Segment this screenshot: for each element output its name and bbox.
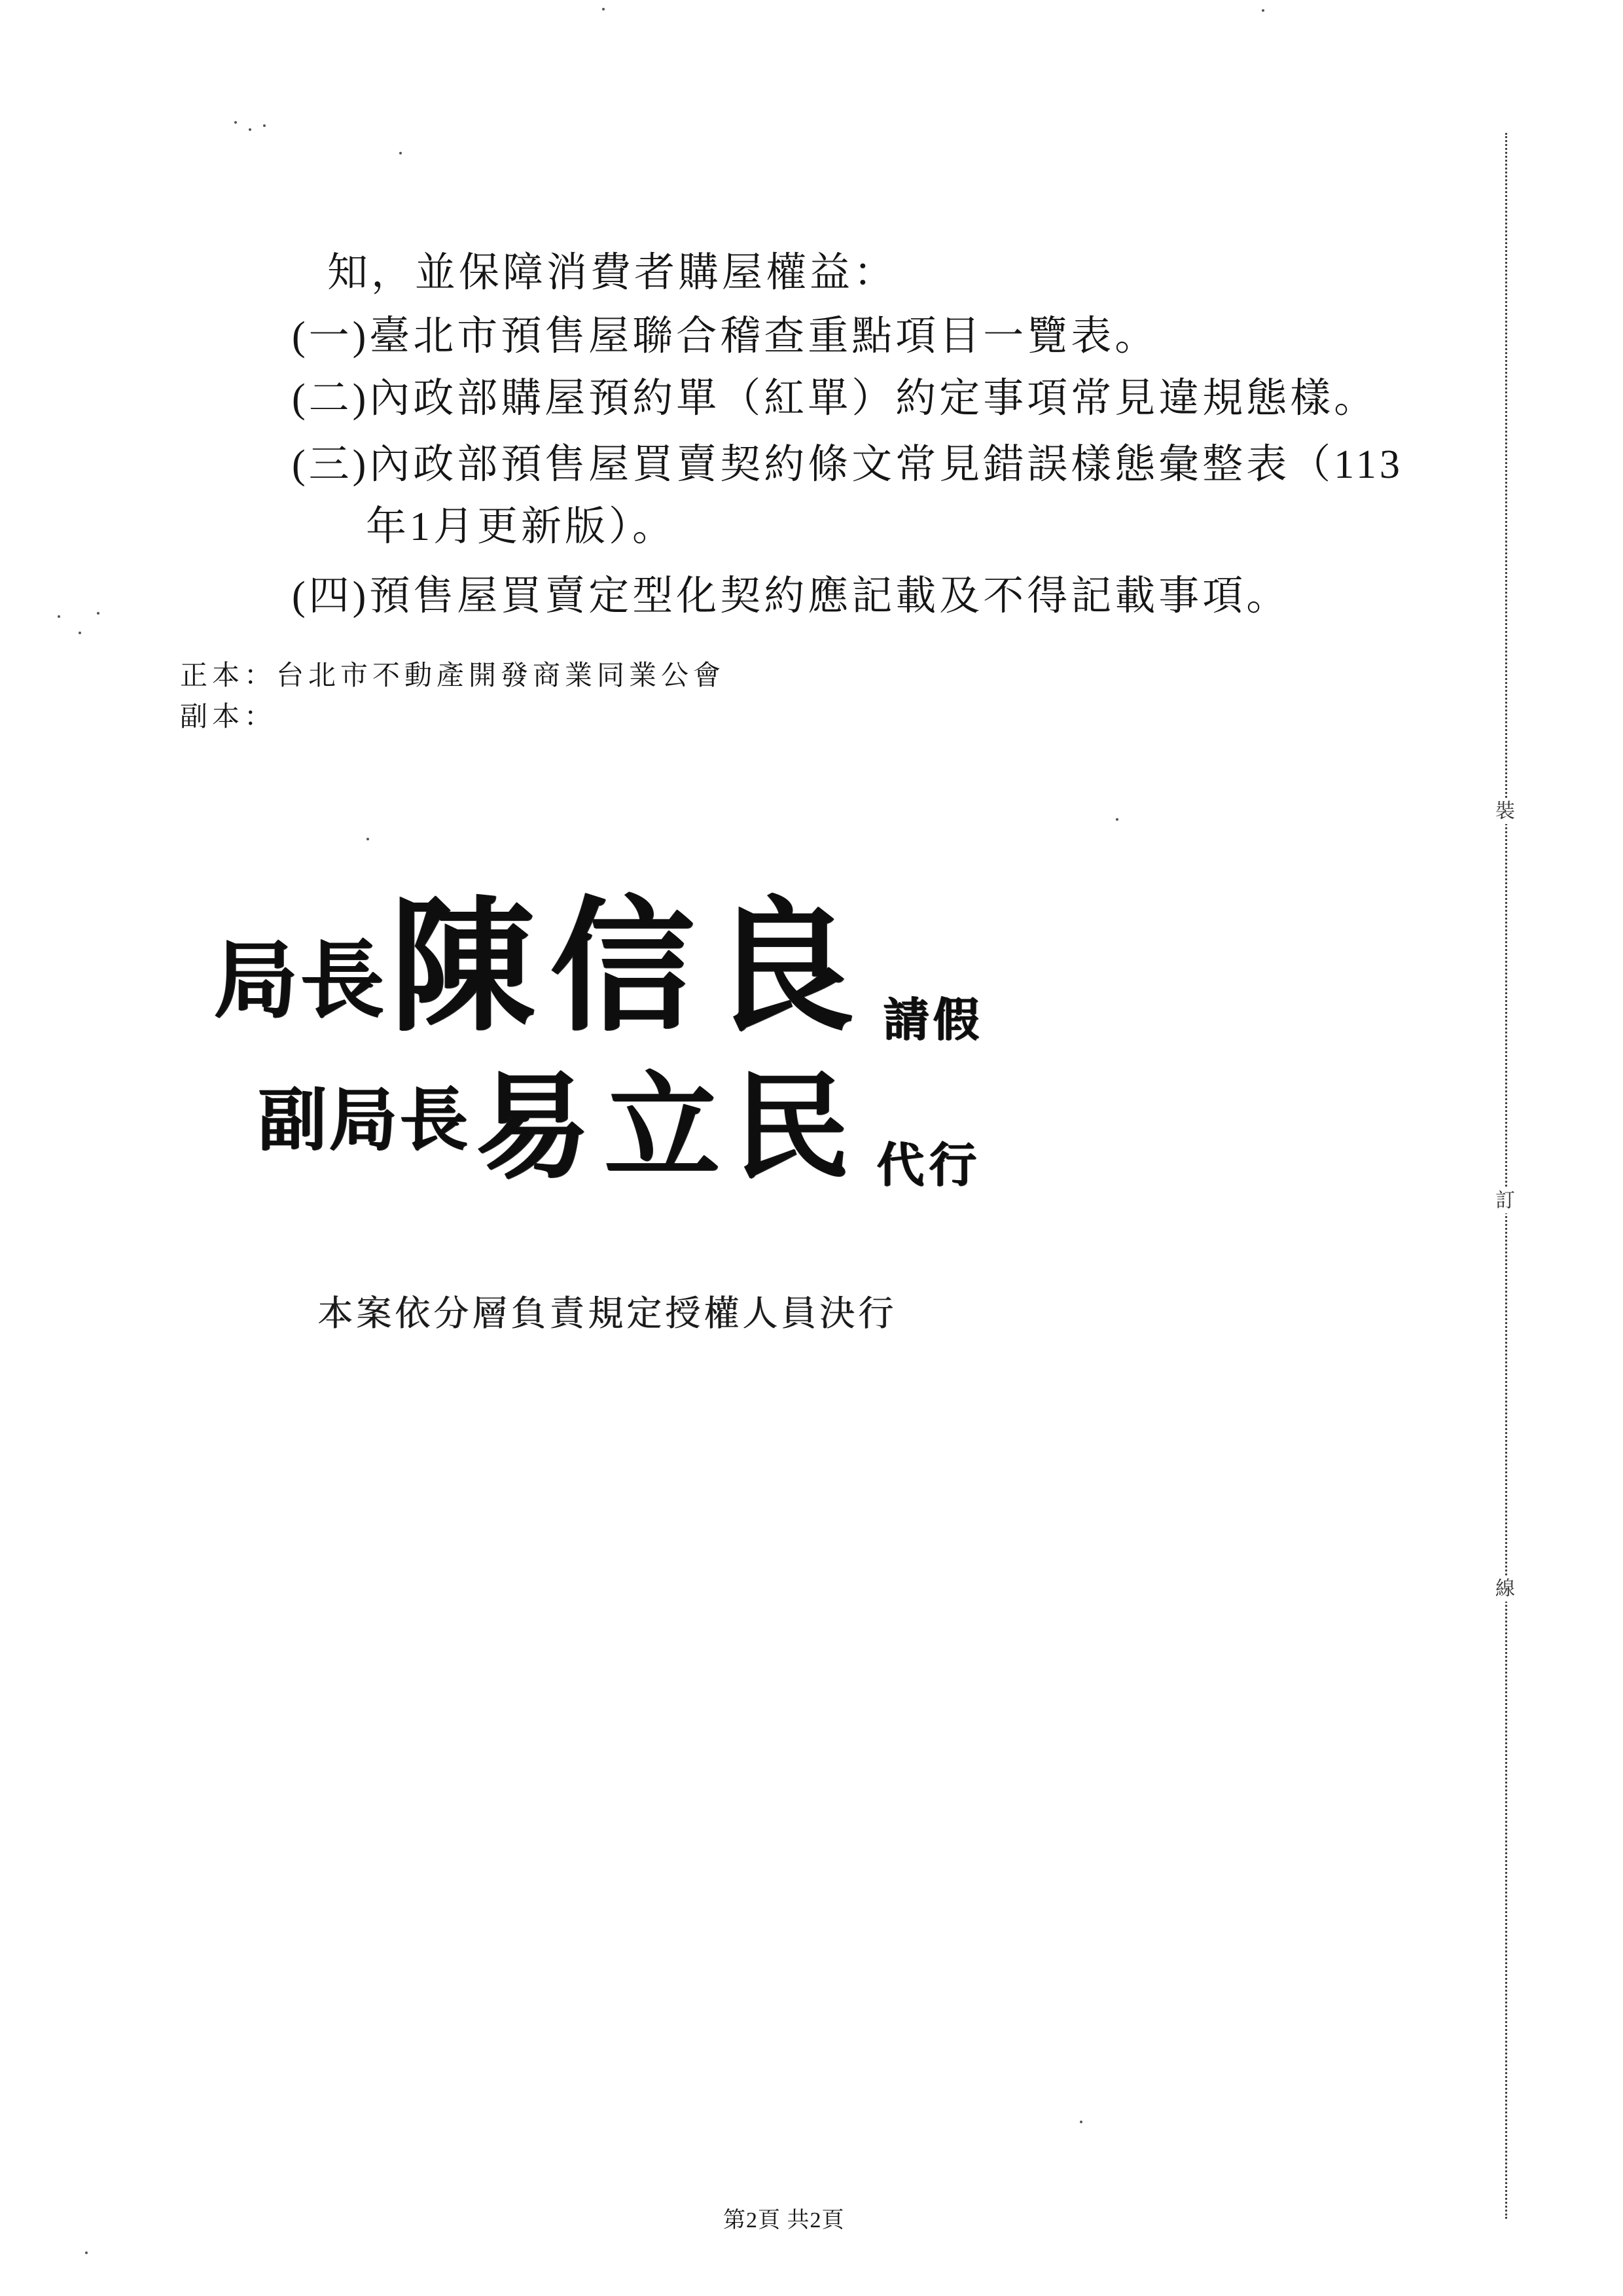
director-name: 陳信良	[391, 888, 870, 1048]
scan-noise	[249, 128, 251, 131]
original-recipient	[180, 662, 725, 690]
director-status: 請假	[883, 996, 983, 1046]
attachment-item-3: (三)內政部預售屋買賣契約條文常見錯誤樣態彙整表（113	[292, 442, 1403, 487]
director-title: 局長	[214, 935, 387, 1028]
attachment-item-1: (一)臺北市預售屋聯合稽查重點項目一覽表。	[292, 314, 1159, 359]
scan-noise	[97, 612, 99, 615]
original-recipient-label: 正本：	[180, 661, 277, 691]
binding-label-xian: 線	[1495, 1577, 1515, 1602]
scan-noise	[1080, 2121, 1082, 2123]
attachment-item-4: (四)預售屋買賣定型化契約應記載及不得記載事項。	[292, 574, 1291, 619]
deputy-name: 易立民	[475, 1065, 865, 1193]
scan-noise	[1116, 818, 1118, 821]
original-recipient-value: 台北市不動產開發商業同業公會	[276, 661, 726, 691]
deputy-status: 代行	[877, 1139, 982, 1192]
scan-noise	[602, 8, 605, 10]
scan-noise	[85, 2251, 88, 2254]
binding-label-ding: 訂	[1495, 1189, 1515, 1213]
body-line-intro: 知，並保障消費者購屋權益：	[327, 251, 898, 295]
attachment-item-3-continued: 年1月更新版）。	[366, 505, 677, 549]
copy-recipient	[180, 704, 276, 731]
scan-noise	[263, 124, 266, 127]
page-number: 第2頁 共2頁	[723, 2208, 845, 2233]
attachment-item-2: (二)內政部購屋預約單（紅單）約定事項常見違規態樣。	[292, 376, 1378, 421]
binding-label-zhuang: 裝	[1495, 799, 1515, 824]
binding-margin-line	[1505, 133, 1507, 2219]
scan-noise	[234, 121, 237, 124]
scan-noise	[366, 838, 369, 840]
authorization-stamp: 本案依分層負責規定授權人員決行	[317, 1294, 897, 1333]
copy-recipient-label: 副本：	[180, 702, 277, 732]
scan-noise	[399, 152, 402, 154]
scan-noise	[1262, 9, 1264, 12]
scan-noise	[79, 632, 81, 634]
scan-noise	[58, 615, 60, 618]
deputy-title: 副局長	[259, 1083, 471, 1158]
